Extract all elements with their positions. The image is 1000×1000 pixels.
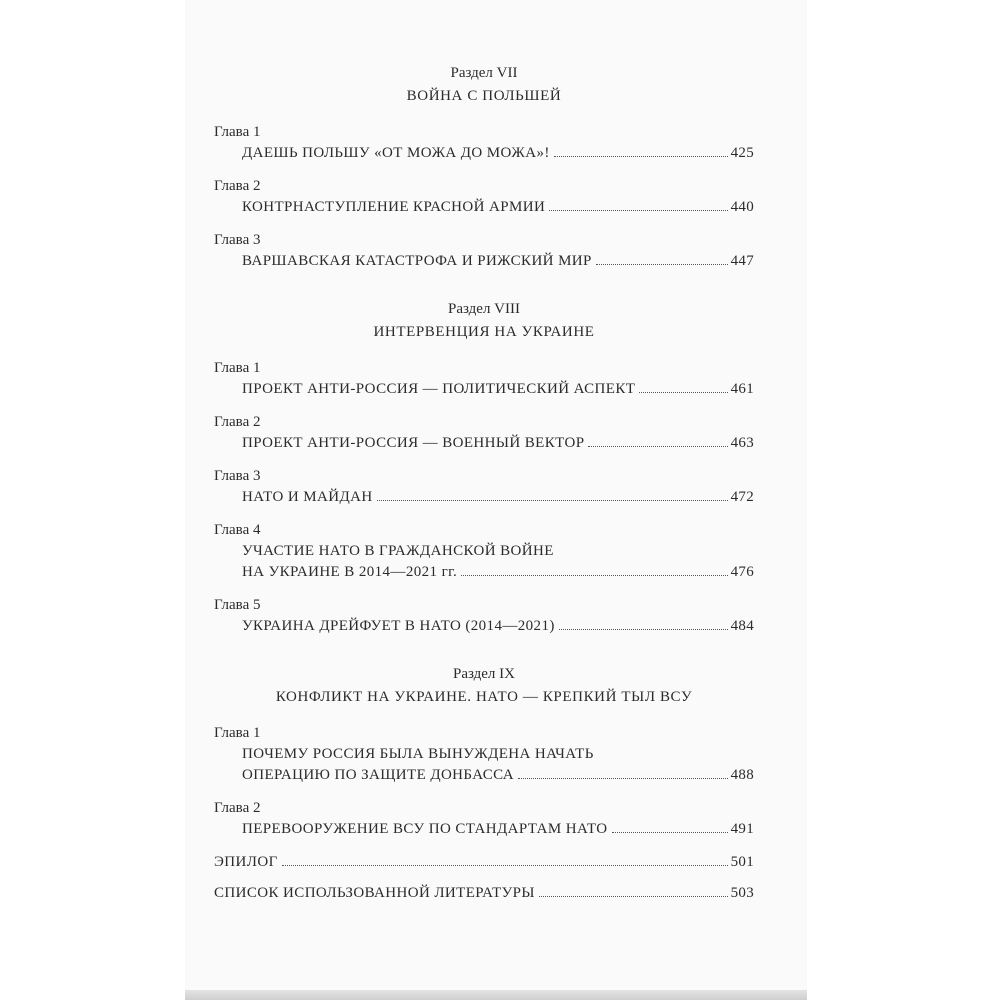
dot-leader xyxy=(596,264,728,265)
section-title: ВОЙНА С ПОЛЬШЕЙ xyxy=(406,88,562,104)
chapter-title: ПРОЕКТ АНТИ-РОССИЯ — ПОЛИТИЧЕСКИЙ АСПЕКТ xyxy=(242,381,636,397)
page-number: 461 xyxy=(730,381,754,397)
dot-leader xyxy=(539,896,728,897)
chapter-label: Глава 3 xyxy=(214,232,261,248)
dot-leader xyxy=(461,575,727,576)
dot-leader xyxy=(554,156,728,157)
page-bottom-edge xyxy=(185,990,807,1000)
dot-leader xyxy=(377,500,728,501)
chapter-title-line: ПОЧЕМУ РОССИЯ БЫЛА ВЫНУЖДЕНА НАЧАТЬ xyxy=(242,746,594,762)
chapter-entry xyxy=(214,230,754,272)
chapter-title: НА УКРАИНЕ В 2014—2021 гг. xyxy=(242,564,458,580)
toc-entry[interactable] xyxy=(214,819,754,840)
dot-leader xyxy=(588,446,727,447)
toc-entry[interactable] xyxy=(214,433,754,454)
section-label: Раздел IX xyxy=(452,666,515,682)
page-number: 476 xyxy=(730,564,754,580)
chapter-entry xyxy=(214,176,754,218)
page-number: 463 xyxy=(730,435,754,451)
section-label: Раздел VIII xyxy=(448,301,520,317)
chapter-label: Глава 5 xyxy=(214,597,261,613)
toc-entry[interactable] xyxy=(214,487,754,508)
chapter-entry xyxy=(214,412,754,454)
page-number: 472 xyxy=(730,489,754,505)
toc-entry[interactable] xyxy=(214,562,754,583)
section-label: Раздел VII xyxy=(450,65,518,81)
dot-leader xyxy=(612,832,728,833)
chapter-entry xyxy=(214,358,754,400)
section-title: КОНФЛИКТ НА УКРАИНЕ. НАТО — КРЕПКИЙ ТЫЛ ВСУ xyxy=(275,689,693,705)
chapter-label: Глава 1 xyxy=(214,124,261,140)
toc-entry[interactable] xyxy=(214,765,754,786)
chapter-title: НАТО И МАЙДАН xyxy=(242,489,373,505)
dot-leader xyxy=(518,778,728,779)
toc-entry[interactable] xyxy=(214,251,754,272)
chapter-title: ПРОЕКТ АНТИ-РОССИЯ — ВОЕННЫЙ ВЕКТОР xyxy=(242,435,585,451)
page-number: 491 xyxy=(730,821,754,837)
dot-leader xyxy=(559,629,728,630)
toc-entry[interactable] xyxy=(214,379,754,400)
toc-entry[interactable] xyxy=(214,616,754,637)
chapter-label: Глава 4 xyxy=(214,522,261,538)
toc-entry[interactable] xyxy=(214,852,754,873)
chapter-title: ОПЕРАЦИЮ ПО ЗАЩИТЕ ДОНБАССА xyxy=(242,767,515,783)
page-number: 447 xyxy=(730,253,754,269)
page-number: 503 xyxy=(730,885,754,901)
chapter-entry xyxy=(214,520,754,583)
section-8 xyxy=(214,298,754,637)
chapter-title: ДАЕШЬ ПОЛЬШУ «ОТ МОЖА ДО МОЖА»! xyxy=(242,145,550,161)
page-number: 440 xyxy=(730,199,754,215)
section-9 xyxy=(214,663,754,840)
chapter-label: Глава 2 xyxy=(214,178,261,194)
toc-entry[interactable] xyxy=(214,143,754,164)
back-matter-epilogue xyxy=(214,852,754,873)
chapter-label: Глава 3 xyxy=(214,468,261,484)
section-7 xyxy=(214,62,754,272)
chapter-title: КОНТРНАСТУПЛЕНИЕ КРАСНОЙ АРМИИ xyxy=(242,199,546,215)
chapter-entry xyxy=(214,798,754,840)
chapter-entry xyxy=(214,466,754,508)
chapter-label: Глава 1 xyxy=(214,360,261,376)
entry-title: ЭПИЛОГ xyxy=(214,854,278,870)
chapter-entry xyxy=(214,723,754,786)
toc-entry[interactable] xyxy=(214,197,754,218)
chapter-entry xyxy=(214,122,754,164)
toc-entry[interactable] xyxy=(214,883,754,904)
chapter-label: Глава 1 xyxy=(214,725,261,741)
dot-leader xyxy=(549,210,727,211)
page-number: 484 xyxy=(730,618,754,634)
chapter-entry xyxy=(214,595,754,637)
dot-leader xyxy=(639,392,727,393)
spacer xyxy=(214,649,754,663)
section-title: ИНТЕРВЕНЦИЯ НА УКРАИНЕ xyxy=(373,324,595,340)
back-matter-bibliography xyxy=(214,883,754,904)
chapter-title: ПЕРЕВООРУЖЕНИЕ ВСУ ПО СТАНДАРТАМ НАТО xyxy=(242,821,608,837)
page-number: 501 xyxy=(730,854,754,870)
chapter-label: Глава 2 xyxy=(214,414,261,430)
page-number: 425 xyxy=(730,145,754,161)
spacer xyxy=(214,284,754,298)
table-of-contents xyxy=(214,62,754,914)
chapter-label: Глава 2 xyxy=(214,800,261,816)
entry-title: СПИСОК ИСПОЛЬЗОВАННОЙ ЛИТЕРАТУРЫ xyxy=(214,885,535,901)
dot-leader xyxy=(282,865,728,866)
chapter-title: ВАРШАВСКАЯ КАТАСТРОФА И РИЖСКИЙ МИР xyxy=(242,253,592,269)
chapter-title: УКРАИНА ДРЕЙФУЕТ В НАТО (2014—2021) xyxy=(242,618,555,634)
page-number: 488 xyxy=(730,767,754,783)
chapter-title-line: УЧАСТИЕ НАТО В ГРАЖДАНСКОЙ ВОЙНЕ xyxy=(242,543,554,559)
